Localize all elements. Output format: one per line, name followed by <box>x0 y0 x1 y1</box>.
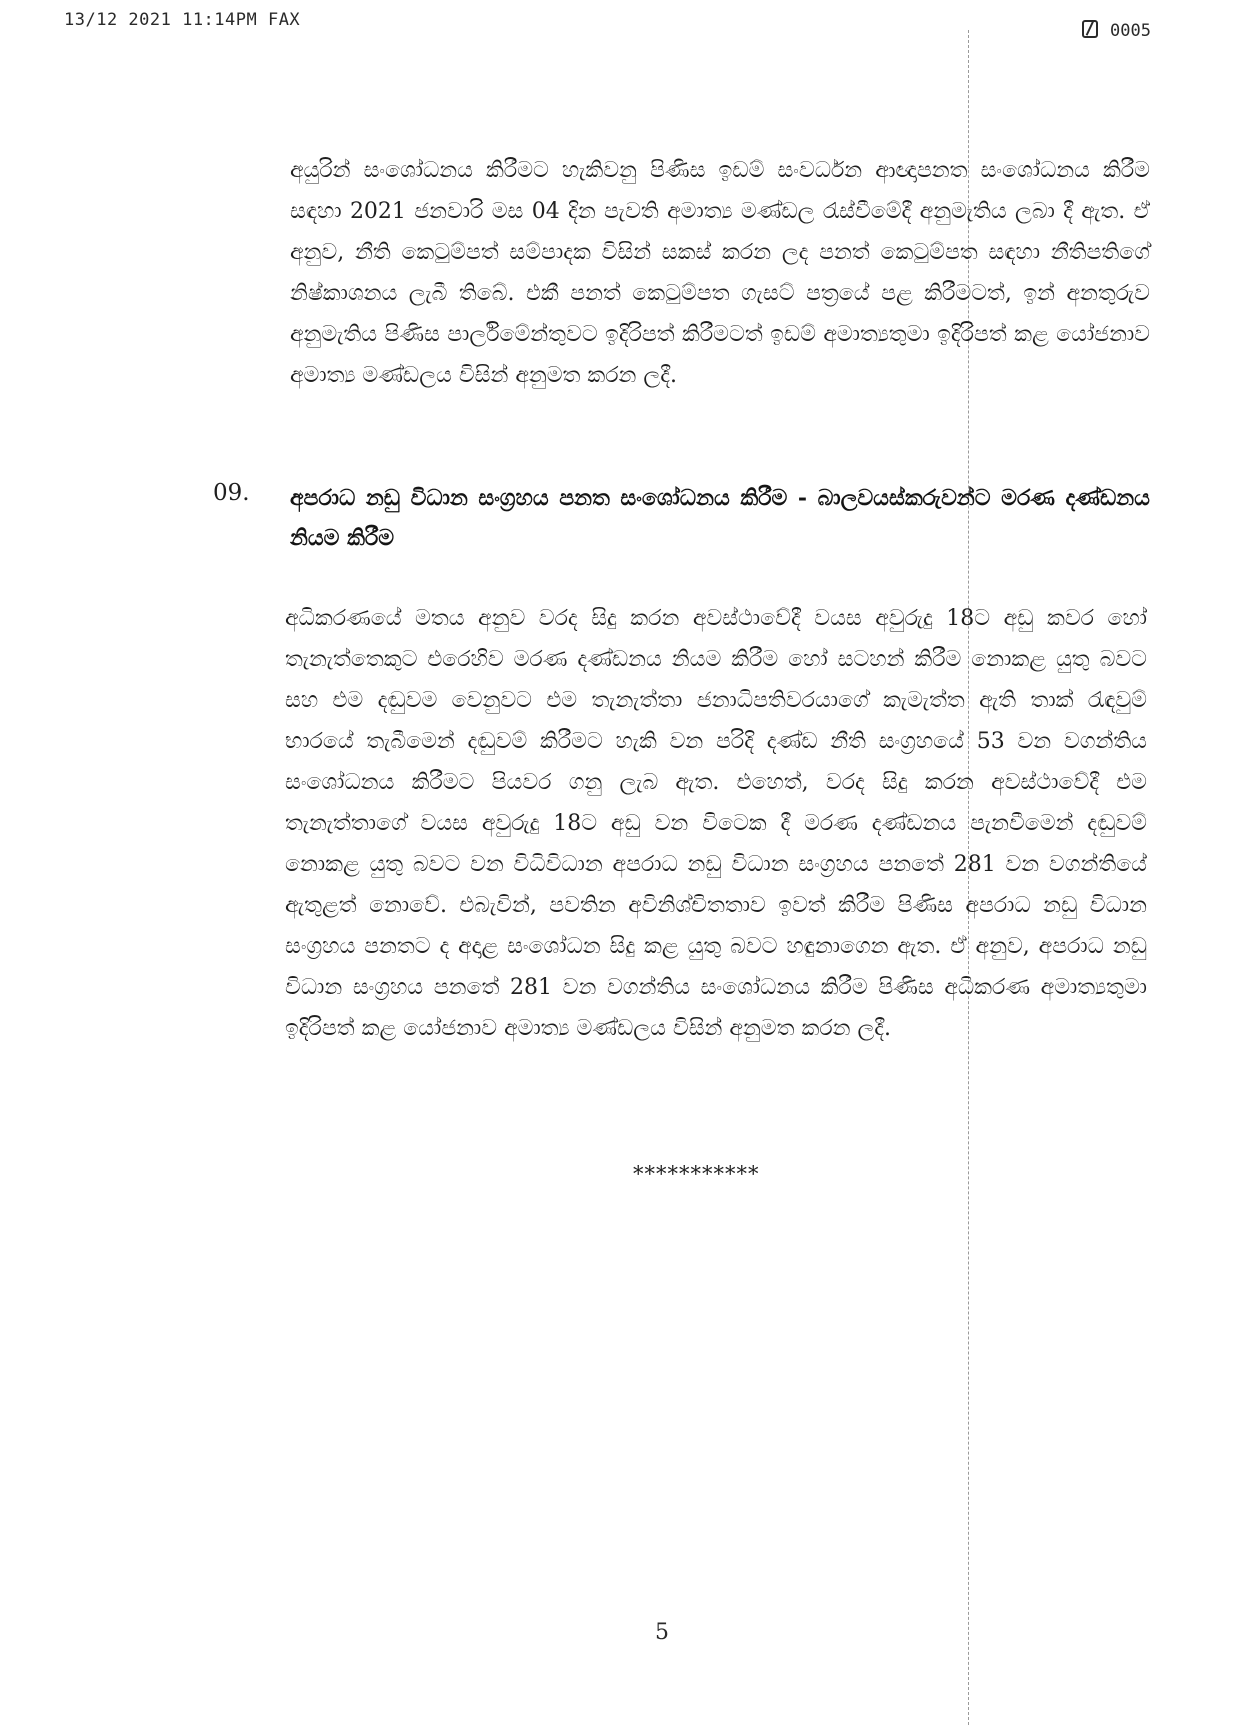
page-number: 5 <box>655 1620 669 1645</box>
section-separator: *********** <box>633 1162 760 1186</box>
item-paragraph: අධිකරණයේ මතය අනුව වරද සිදු කරන අවස්ථාවේදී වයස අවුරුදු 18ට අඩු කවර හෝ තැනැත්තෙකුට එරෙහිව මරණ දණ්ඩනය නියම කිරීම හෝ සටහන් කිරීම නොකළ යුතු බවට සහ එම දඬුවම වෙනුවට එම තැනැත්තා ජනාධිපතිවරයාගේ කැමැත්ත ඇති තාක් රැඳවුම් භාරයේ තැබීමෙන් දඬුවම් කිරීමට හැකි වන පරිදි දණ්ඩ නීති සංග්‍රහයේ 53 වන වගන්තිය සංශෝධනය කිරීමට පියවර ගනු ලැබ ඇත. එහෙත්, වරද සිදු කරන අවස්ථාවේදී එම තැනැත්තාගේ වයස අවුරුදු 18ට අඩු වන විටෙක දී මරණ දණ්ඩනය පැනවීමෙන් දඬුවම් නොකළ යුතු බවට වන විධිවිධාන අපරාධ නඩු විධාන සංග්‍රහය පනතේ 281 වන වගන්තියේ ඇතුළත් නොවේ. එබැවින්, පවතින අවිනිශ්චිතතාව ඉවත් කිරීම පිණිස අපරාධ නඩු විධාන සංග්‍රහය පනතට ද අදාළ සංශෝධන සිදු කළ යුතු බවට හඳුනාගෙන ඇත. ඒ අනුව, අපරාධ නඩු විධාන සංග්‍රහය පනතේ 281 වන වගන්තිය සංශෝධනය කිරීම පිණිස අධිකරණ අමාත්‍යතුමා ඉදිරිපත් කළ යෝජනාව අමාත්‍ය මණ්ඩලය විසින් අනුමත කරන ලදී. <box>285 606 1147 1041</box>
intro-paragraph: අයුරින් සංශෝධනය කිරීමට හැකිවනු පිණිස ඉඩම් සංවර්ධන ආඥාපනත සංශෝධනය කිරීම සඳහා 2021 ජනවාරි මස 04 දින පැවති අමාත්‍ය මණ්ඩල රැස්වීමේදී අනුමැතිය ලබා දී ඇත. ඒ අනුව, නීති කෙටුම්පත් සම්පාදක විසින් සකස් කරන ලද පනත් කෙටුම්පත සඳහා නීතිපතිගේ නිෂ්කාශනය ලැබී තිබේ. එකී පනත් කෙටුම්පත ගැසට් පත්‍රයේ පළ කිරීමටත්, ඉන් අනතුරුව අනුමැතිය පිණිස පාර්ලිමේන්තුවට ඉදිරිපත් කිරීමටත් ඉඩම් අමාත්‍යතුමා ඉදිරිපත් කළ යෝජනාව අමාත්‍ය මණ්ඩලය විසින් අනුමත කරන ලදී. <box>290 158 1150 388</box>
fax-header-line: 13/12 2021 11:14PM FAX <box>64 10 301 30</box>
fax-page-code: 0005 <box>1110 21 1151 41</box>
item-heading: අපරාධ නඩු විධාන සංග්‍රහය පනත සංශෝධනය කිරීම - බාලවයස්කරුවන්ට මරණ දණ්ඩනය නියම කිරීම <box>290 485 1150 551</box>
fax-page-marker <box>1082 20 1151 41</box>
item-number: 09. <box>213 480 250 506</box>
fax-page-box-icon <box>1082 20 1098 38</box>
